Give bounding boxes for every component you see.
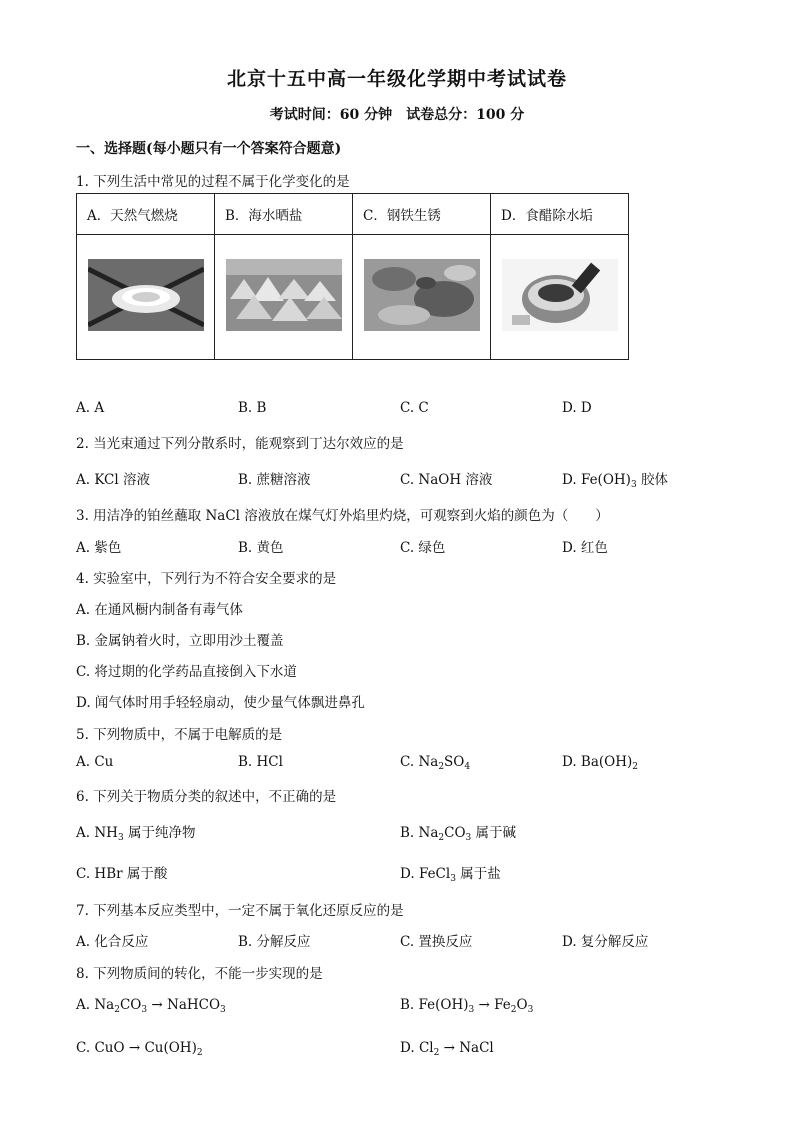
question-5-stem: 5. 下列物质中，不属于电解质的是 — [76, 727, 283, 743]
q7-option-a[interactable]: A. 化合反应 — [76, 934, 149, 950]
q7-option-c[interactable]: C. 置换反应 — [400, 934, 473, 950]
q8-option-a[interactable]: A. $Na_2CO_3$ → NaHCO$_3$ — [76, 997, 226, 1015]
q4-option-c[interactable]: C. 将过期的化学药品直接倒入下水道 — [76, 664, 297, 680]
q4-option-d[interactable]: D. 闻气体时用手轻轻扇动，使少量气体飘进鼻孔 — [76, 695, 365, 711]
q1-table-option-d: D．食醋除水垢 — [491, 194, 629, 235]
sea-salt-piles-image — [226, 259, 342, 331]
question-6-stem: 6. 下列关于物质分类的叙述中，不正确的是 — [76, 789, 337, 805]
question-2-stem: 2. 当光束通过下列分散系时，能观察到丁达尔效应的是 — [76, 436, 404, 452]
q1-image-cell-d — [491, 235, 629, 360]
q5-option-d[interactable]: D. $Ba(OH)_2$ — [562, 754, 639, 772]
q7-option-d[interactable]: D. 复分解反应 — [562, 934, 649, 950]
exam-subtitle: 考试时间：60 分钟 试卷总分：100 分 — [269, 107, 525, 123]
exam-title: 北京十五中高一年级化学期中考试试卷 — [226, 68, 567, 90]
q3-option-b[interactable]: B. 黄色 — [238, 540, 284, 556]
q6-option-d[interactable]: D. FeCl$_3$ 属于盐 — [400, 866, 501, 884]
q1-table-option-c: C．钢铁生锈 — [353, 194, 491, 235]
question-8-stem: 8. 下列物质间的转化，不能一步实现的是 — [76, 966, 323, 982]
q6-option-b[interactable]: B. $Na_2CO_3$ 属于碱 — [400, 825, 517, 843]
q3-option-a[interactable]: A. 紫色 — [76, 540, 122, 556]
q5-option-c[interactable]: C. $Na_2SO_4$ — [400, 754, 471, 772]
vinegar-kettle-image — [502, 259, 618, 331]
q1-image-cell-b — [215, 235, 353, 360]
q8-option-d[interactable]: D. $Cl_2$ → NaCl — [400, 1040, 494, 1058]
q8-option-b[interactable]: B. $Fe(OH)_3 \to Fe_2O_3$ — [400, 997, 534, 1015]
q6-option-c[interactable]: C. HBr 属于酸 — [76, 866, 168, 882]
q7-option-b[interactable]: B. 分解反应 — [238, 934, 311, 950]
q1-image-cell-c — [353, 235, 491, 360]
q1-option-d[interactable]: D. D — [562, 400, 592, 416]
question-1-stem: 1. 下列生活中常见的过程不属于化学变化的是 — [76, 174, 350, 190]
q1-option-b[interactable]: B. B — [238, 400, 267, 416]
q1-table-option-a: A．天然气燃烧 — [77, 194, 215, 235]
q2-option-a[interactable]: A. KCl 溶液 — [76, 472, 150, 488]
q5-option-a[interactable]: A. Cu — [76, 754, 114, 770]
q4-option-a[interactable]: A. 在通风橱内制备有毒气体 — [76, 602, 243, 618]
section-title: 一、选择题(每小题只有一个答案符合题意) — [76, 141, 342, 157]
q1-option-a[interactable]: A. A — [76, 400, 105, 416]
q6-option-a[interactable]: A. $NH_3$ 属于纯净物 — [76, 825, 196, 843]
question-4-stem: 4. 实验室中，下列行为不符合安全要求的是 — [76, 571, 337, 587]
q2-option-b[interactable]: B. 蔗糖溶液 — [238, 472, 311, 488]
rusted-steel-image — [364, 259, 480, 331]
q1-image-cell-a — [77, 235, 215, 360]
q2-option-c[interactable]: C. NaOH 溶液 — [400, 472, 493, 488]
q4-option-b[interactable]: B. 金属钠着火时，立即用沙土覆盖 — [76, 633, 284, 649]
question-7-stem: 7. 下列基本反应类型中，一定不属于氧化还原反应的是 — [76, 903, 404, 919]
q3-option-c[interactable]: C. 绿色 — [400, 540, 446, 556]
question-1-table — [76, 193, 629, 360]
q5-option-b[interactable]: B. HCl — [238, 754, 283, 770]
q1-table-option-b: B．海水晒盐 — [215, 194, 353, 235]
q1-option-c[interactable]: C. C — [400, 400, 429, 416]
gas-stove-flame-image — [88, 259, 204, 331]
q8-option-c[interactable]: C. CuO → $Cu(OH)_2$ — [76, 1040, 203, 1058]
q3-option-d[interactable]: D. 红色 — [562, 540, 608, 556]
q2-option-d[interactable]: D. $Fe(OH)_3$ 胶体 — [562, 472, 668, 490]
question-3-stem: 3. 用洁净的铂丝蘸取 NaCl 溶液放在煤气灯外焰里灼烧，可观察到火焰的颜色为（ ） — [76, 508, 609, 524]
